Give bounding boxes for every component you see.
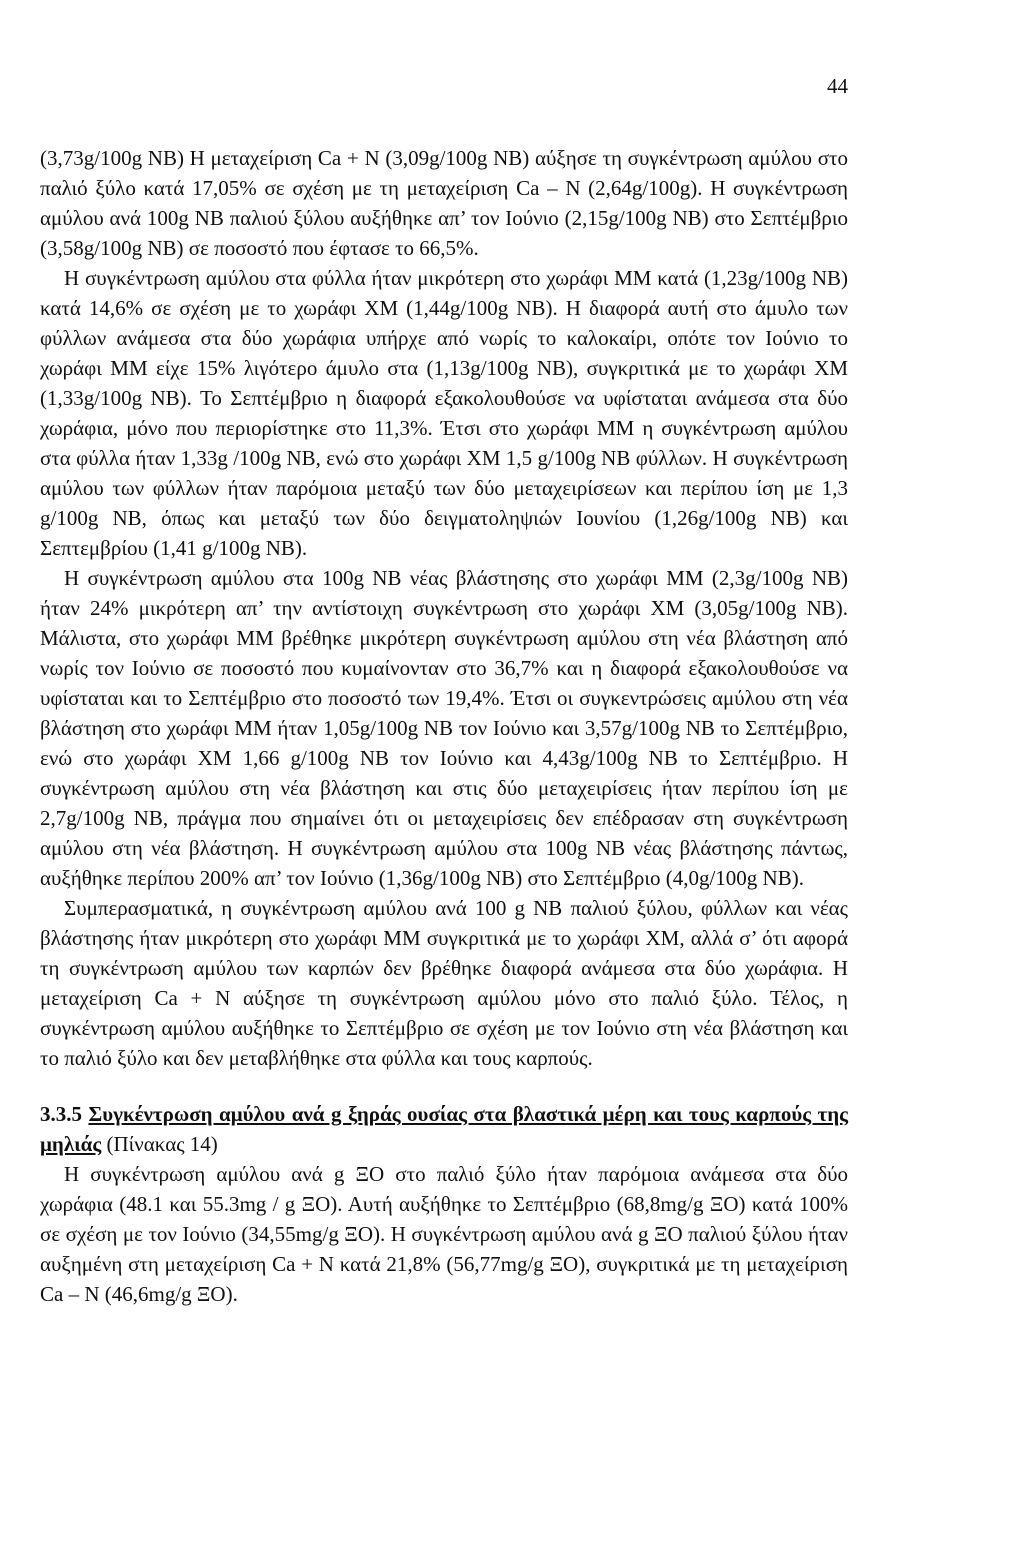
page-number: 44 <box>827 74 848 98</box>
paragraph-section-old-wood: Η συγκέντρωση αμύλου ανά g ΞΟ στο παλιό ξύλο ήταν παρόμοια ανάμεσα στα δύο χωράφια (48.1 και 55.3mg / g ΞΟ). Αυτή αυξήθηκε το Σεπτέμβριο (68,8mg/g ΞΟ) κατά 100% σε σχέση με τον Ιούνιο (34,55mg/g ΞΟ). Η συγκέντρωση αμύλου ανά g ΞΟ παλιού ξύλου ήταν αυξημένη στη μεταχείριση Ca + N κατά 21,8% (56,77mg/g ΞΟ), συγκριτικά με τη μεταχείριση Ca – N (46,6mg/g ΞΟ). <box>40 1162 848 1306</box>
body-text <box>40 143 848 1309</box>
paragraph-conclusion: Συμπερασματικά, η συγκέντρωση αμύλου ανά 100 g ΝΒ παλιού ξύλου, φύλλων και νέας βλάστησης ήταν μικρότερη στο χωράφι ΜΜ συγκριτικά με το χωράφι ΧΜ, αλλά σ’ ότι αφορά τη συγκέντρωση αμύλου των καρπών δεν βρέθηκε διαφορά ανάμεσα στα δύο χωράφια. Η μεταχείριση Ca + N αύξησε τη συγκέντρωση αμύλου μόνο στο παλιό ξύλο. Τέλος, η συγκέντρωση αμύλου αυξήθηκε το Σεπτέμβριο σε σχέση με τον Ιούνιο στη νέα βλάστηση και το παλιό ξύλο και δεν μεταβλήθηκε στα φύλλα και τους καρπούς. <box>40 896 848 1070</box>
section-title: Συγκέντρωση αμύλου ανά g ξηράς ουσίας στα βλαστικά μέρη και τους καρπούς της μηλιάς <box>40 1102 848 1156</box>
section-heading <box>40 1099 848 1159</box>
section-number: 3.3.5 <box>40 1102 82 1126</box>
paragraph-leaves: Η συγκέντρωση αμύλου στα φύλλα ήταν μικρότερη στο χωράφι ΜΜ κατά (1,23g/100g ΝΒ) κατά 14,6% σε σχέση με το χωράφι ΧΜ (1,44g/100g ΝΒ). Η διαφορά αυτή στο άμυλο των φύλλων ανάμεσα στα δύο χωράφια υπήρχε από νωρίς το καλοκαίρι, οπότε τον Ιούνιο το χωράφι ΜΜ είχε 15% λιγότερο άμυλο στα (1,13g/100g ΝΒ), συγκριτικά με το χωράφι ΧΜ (1,33g/100g ΝΒ). Το Σεπτέμβριο η διαφορά εξακολουθούσε να υφίσταται ανάμεσα στα δύο χωράφια, μόνο που περιορίστηκε στο 11,3%. Έτσι στο χωράφι ΜΜ η συγκέντρωση αμύλου στα φύλλα ήταν 1,33g /100g ΝΒ, ενώ στο χωράφι ΧΜ 1,5 g/100g ΝΒ φύλλων. Η συγκέντρωση αμύλου των φύλλων ήταν παρόμοια μεταξύ των δύο μεταχειρίσεων και περίπου ίση με 1,3 g/100g ΝΒ, όπως και μεταξύ των δύο δειγματοληψιών Ιουνίου (1,26g/100g ΝΒ) και Σεπτεμβρίου (1,41 g/100g ΝΒ). <box>40 266 848 560</box>
paragraph-old-wood: (3,73g/100g ΝΒ) Η μεταχείριση Ca + N (3,09g/100g ΝΒ) αύξησε τη συγκέντρωση αμύλου στο παλιό ξύλο κατά 17,05% σε σχέση με τη μεταχείριση Ca – N (2,64g/100g). Η συγκέντρωση αμύλου ανά 100g ΝΒ παλιού ξύλου αυξήθηκε απ’ τον Ιούνιο (2,15g/100g ΝΒ) στο Σεπτέμβριο (3,58g/100g ΝΒ) σε ποσοστό που έφτασε το 66,5%. <box>40 146 848 260</box>
paragraph-new-growth: Η συγκέντρωση αμύλου στα 100g ΝΒ νέας βλάστησης στο χωράφι ΜΜ (2,3g/100g ΝΒ) ήταν 24% μικρότερη απ’ την αντίστοιχη συγκέντρωση στο χωράφι ΧΜ (3,05g/100g ΝΒ). Μάλιστα, στο χωράφι ΜΜ βρέθηκε μικρότερη συγκέντρωση αμύλου στη νέα βλάστηση από νωρίς τον Ιούνιο σε ποσοστό που κυμαίνονταν στο 36,7% και η διαφορά εξακολουθούσε να υφίσταται και το Σεπτέμβριο στο ποσοστό των 19,4%. Έτσι οι συγκεντρώσεις αμύλου στη νέα βλάστηση στο χωράφι ΜΜ ήταν 1,05g/100g ΝΒ τον Ιούνιο και 3,57g/100g ΝΒ το Σεπτέμβριο, ενώ στο χωράφι ΧΜ 1,66 g/100g ΝΒ τον Ιούνιο και 4,43g/100g ΝΒ το Σεπτέμβριο. Η συγκέντρωση αμύλου στη νέα βλάστηση και στις δύο μεταχειρίσεις ήταν περίπου ίση με 2,7g/100g ΝΒ, πράγμα που σημαίνει ότι οι μεταχειρίσεις δεν επέδρασαν στη συγκέντρωση αμύλου στη νέα βλάστηση. Η συγκέντρωση αμύλου στα 100g ΝΒ νέας βλάστησης πάντως, αυξήθηκε περίπου 200% απ’ τον Ιούνιο (1,36g/100g ΝΒ) στο Σεπτέμβριο (4,0g/100g ΝΒ). <box>40 566 848 890</box>
section-table-reference: (Πίνακας 14) <box>101 1132 218 1156</box>
